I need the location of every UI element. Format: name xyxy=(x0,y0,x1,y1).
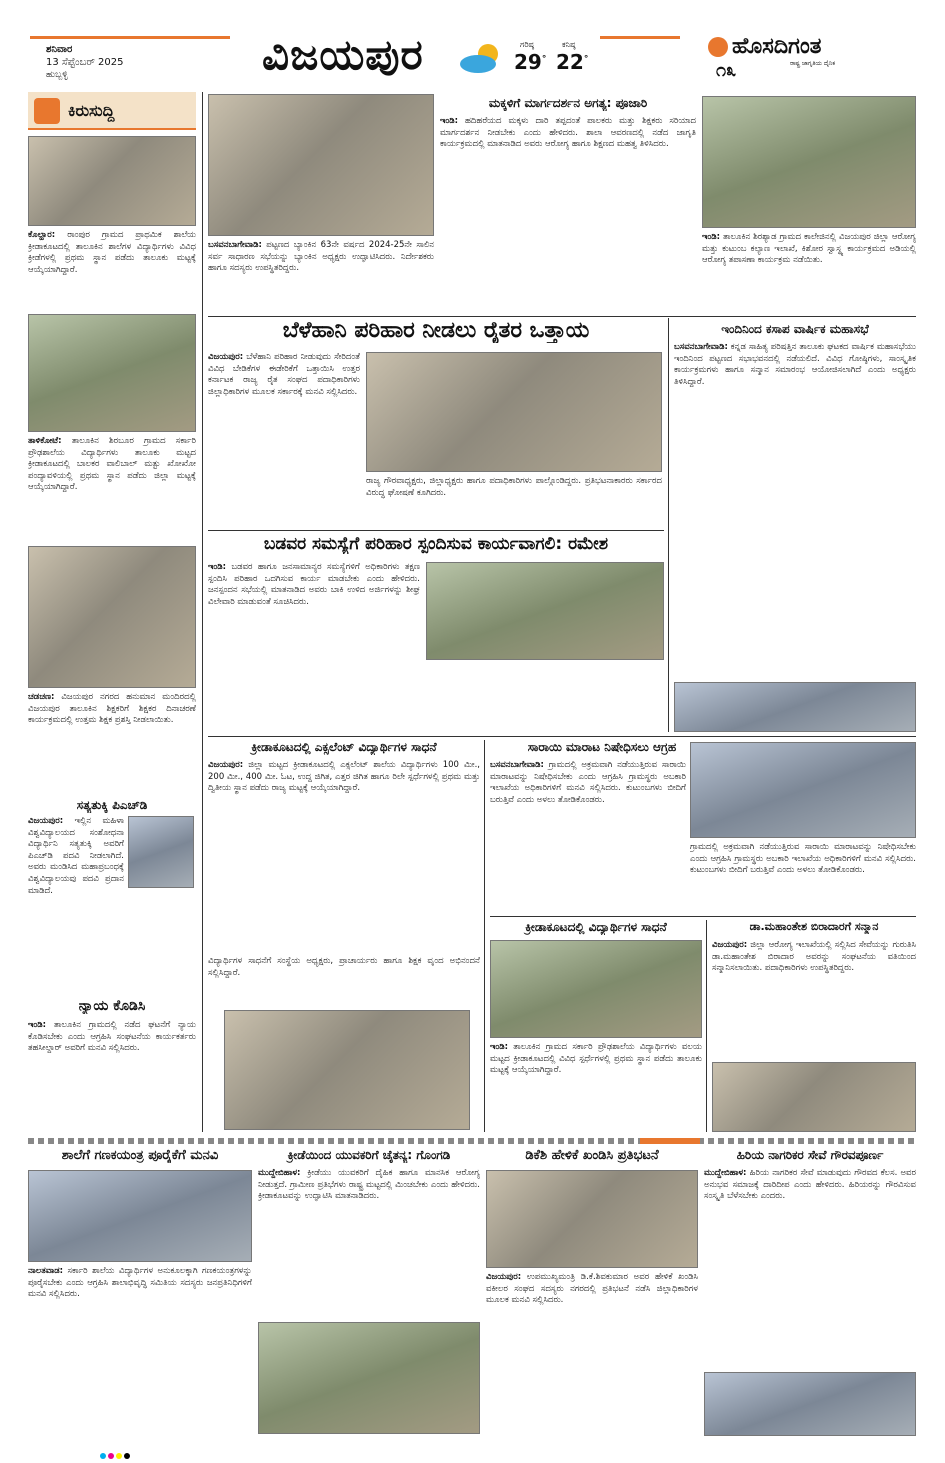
brand-name: ಹೊಸದಿಗಂತ xyxy=(732,34,822,59)
divider-liquor xyxy=(490,916,916,917)
issue-date: 13 ಸೆಪ್ಟೆಂಬರ್ 2025 xyxy=(46,57,124,68)
kasapa-headline: ಇಂದಿನಿಂದ ಕಸಾಪ ವಾರ್ಷಿಕ ಮಹಾಸಭೆ xyxy=(721,322,869,336)
honor-headline: ಡಾ.ಮಹಾಂತೇಶ ಬಿರಾದಾರಗೆ ಸನ್ಮಾನ xyxy=(749,920,879,933)
health-text: ಇಂಡಿ: ತಾಲೂಕಿನ ಶಿರಶ್ಯಾಡ ಗ್ರಾಮದ ಕಾಲೇಜಿನಲ್ಲಿ ವಿಜಯಪುರ ಜಿಲ್ಲಾ ಆರೋಗ್ಯ ಮತ್ತು ಕುಟುಂಬ ಕಲ್ಯಾಣ ಇಲಾಖೆ, ಕಿಶೋರ ಸ್ವಾಸ್ಥ್ಯ ಕಾರ್ಯಕ್ರಮದ ಅಡಿಯಲ್ಲಿ ಆರೋಗ್ಯ ತಪಾಸಣಾ ಕಾರ್ಯಕ್ರಮ ನಡೆಯಿತು. xyxy=(702,232,916,266)
kirusuddi-photo-3 xyxy=(28,546,196,688)
bank-text: ಬಸವನಬಾಗೇವಾಡಿ: ಪಟ್ಟಣದ ಬ್ಯಾಂಕಿನ 63ನೇ ವರ್ಷದ 2024-25ನೇ ಸಾಲಿನ ಸರ್ವ ಸಾಧಾರಣ ಸಭೆಯನ್ನು ಬ್ಯಾಂಕಿನ ಅಧ್ಯಕ್ಷರು ಉದ್ಘಾಟಿಸಿದರು. ನಿರ್ದೇಶಕರು ಹಾಗೂ ಸದಸ್ಯರು ಉಪಸ್ಥಿತರಿದ್ದರು. xyxy=(208,240,434,274)
farmers-photo xyxy=(366,352,662,472)
kasapa-text: ಬಸವನಬಾಗೇವಾಡಿ: ಕನ್ನಡ ಸಾಹಿತ್ಯ ಪರಿಷತ್ತಿನ ತಾಲೂಕು ಘಟಕದ ವಾರ್ಷಿಕ ಮಹಾಸಭೆಯು ಇಂದಿನಿಂದ ಪಟ್ಟಣದ ಸಭಾಭವನದಲ್ಲಿ ನಡೆಯಲಿದೆ. ವಿವಿಧ ಗೋಷ್ಠಿಗಳು, ಸಾಂಸ್ಕೃತಿಕ ಕಾರ್ಯಕ್ರಮಗಳು ಹಾಗೂ ಸನ್ಮಾನ ಸಮಾರಂಭ ಆಯೋಜಿಸಲಾಗಿದೆ ಎಂದು ಅಧ್ಯಕ್ಷರು ತಿಳಿಸಿದ್ದಾರೆ. xyxy=(674,342,916,387)
ramesh-headline: ಬಡವರ ಸಮಸ್ಯೆಗೆ ಪರಿಹಾರ ಸ್ಪಂದಿಸುವ ಕಾರ್ಯವಾಗಲಿ: ರಮೇಶ xyxy=(263,534,609,554)
kasapa-photo xyxy=(674,682,916,732)
sports-photo xyxy=(224,1010,470,1130)
page-title: ವಿಜಯಪುರ xyxy=(262,30,424,79)
computer-photo xyxy=(28,1170,252,1262)
divider-honor xyxy=(706,920,707,1132)
issue-day: ಶನಿವಾರ xyxy=(46,44,73,55)
kirusuddi-title: ಕಿರುಸುದ್ದಿ xyxy=(68,101,115,120)
divider-middle-row xyxy=(208,736,916,737)
farmers-text-2: ರಾಜ್ಯ ಗೌರವಾಧ್ಯಕ್ಷರು, ಜಿಲ್ಲಾಧ್ಯಕ್ಷರು ಹಾಗೂ ಪದಾಧಿಕಾರಿಗಳು ಪಾಲ್ಗೊಂಡಿದ್ದರು. ಪ್ರತಿಭಟನಾಕಾರರು ಸರ್ಕಾರದ ವಿರುದ್ಧ ಘೋಷಣೆ ಕೂಗಿದರು. xyxy=(366,476,662,498)
protest-headline: ಡಿಕೆಶಿ ಹೇಳಿಕೆ ಖಂಡಿಸಿ ಪ್ರತಿಭಟನೆ xyxy=(525,1148,659,1163)
youth-text: ಮುದ್ದೇಬಿಹಾಳ: ಕ್ರೀಡೆಯು ಯುವಕರಿಗೆ ದೈಹಿಕ ಹಾಗೂ ಮಾನಸಿಕ ಆರೋಗ್ಯ ನೀಡುತ್ತದೆ. ಗ್ರಾಮೀಣ ಪ್ರತಿಭೆಗಳು ರಾಷ್ಟ್ರ ಮಟ್ಟದಲ್ಲಿ ಮಿಂಚಬೇಕು ಎಂದು ಹೇಳಿದರು. ಕ್ರೀಡಾಕೂಟವನ್ನು ಉದ್ಘಾಟಿಸಿ ಮಾತನಾಡಿದರು. xyxy=(258,1168,480,1202)
kirusuddi-item-2: ತಾಳಿಕೋಟೆ: ತಾಲೂಕಿನ ಶಿರಬೂರ ಗ್ರಾಮದ ಸರ್ಕಾರಿ ಪ್ರೌಢಶಾಲೆಯ ವಿದ್ಯಾರ್ಥಿಗಳು ತಾಲೂಕು ಮಟ್ಟದ ಕ್ರೀಡಾಕೂಟದಲ್ಲಿ ಬಾಲಕರ ವಾಲಿಬಾಲ್ ಮತ್ಟು ಖೋಖೋ ಪಂದ್ಯಾವಳಿಯಲ್ಲಿ ಪ್ರಥಮ ಸ್ಥಾನ ಪಡೆದು ಜಿಲ್ಲಾ ಮಟ್ಟಕ್ಕೆ ಆಯ್ಕೆಯಾಗಿದ್ದಾರೆ. xyxy=(28,436,196,493)
sports2-text: ಇಂಡಿ: ತಾಲೂಕಿನ ಗ್ರಾಮದ ಸರ್ಕಾರಿ ಪ್ರೌಢಶಾಲೆಯ ವಿದ್ಯಾರ್ಥಿಗಳು ವಲಯ ಮಟ್ಟದ ಕ್ರೀಡಾಕೂಟದಲ್ಲಿ ವಿವಿಧ ಸ್ಪರ್ಧೆಗಳಲ್ಲಿ ಪ್ರಥಮ ಸ್ಥಾನ ಪಡೆದು ತಾಲೂಕು ಮಟ್ಟಕ್ಕೆ ಆಯ್ಕೆಯಾಗಿದ್ದಾರೆ. xyxy=(490,1042,702,1076)
liquor-photo xyxy=(690,742,916,838)
divider-farmers xyxy=(208,530,664,531)
sports-headline: ಕ್ರೀಡಾಕೂಟದಲ್ಲಿ ಎಕ್ಸಲೆಂಟ್ ವಿದ್ಯಾರ್ಥಿಗಳ ಸಾಧನೆ xyxy=(251,740,437,754)
brand-emblem-icon xyxy=(708,37,728,57)
farmers-text: ವಿಜಯಪುರ: ಬೆಳೆಹಾನಿ ಪರಿಹಾರ ನೀಡುವುದು ಸೇರಿದಂತೆ ವಿವಿಧ ಬೇಡಿಕೆಗಳ ಈಡೇರಿಕೆಗೆ ಒತ್ತಾಯಿಸಿ ಉತ್ತರ ಕರ್ನಾಟಕ ರಾಜ್ಯ ರೈತ ಸಂಘದ ಪದಾಧಿಕಾರಿಗಳು ಜಿಲ್ಲಾಧಿಕಾರಿಗಳ ಮೂಲಕ ಸರ್ಕಾರಕ್ಕೆ ಮನವಿ ಸಲ್ಲಿಸಿದರು. xyxy=(208,352,360,397)
min-temp: 22° xyxy=(556,50,589,74)
masthead xyxy=(0,0,945,86)
accent-bar-right xyxy=(600,36,680,39)
accent-bar-left xyxy=(30,36,230,39)
justice-text: ಇಂಡಿ: ತಾಲೂಕಿನ ಗ್ರಾಮದಲ್ಲಿ ನಡೆದ ಘಟನೆಗೆ ನ್ಯಾಯ ಕೊಡಿಸಬೇಕು ಎಂದು ಆಗ್ರಹಿಸಿ ಸಂಘಟನೆಯ ಕಾರ್ಯಕರ್ತರು ತಹಸೀಲ್ದಾರ್ ಅವರಿಗೆ ಮನವಿ ಸಲ್ಲಿಸಿದರು. xyxy=(28,1020,196,1054)
megaphone-icon xyxy=(34,98,60,124)
min-temp-label: ಕನಿಷ್ಠ xyxy=(562,40,576,49)
bank-photo xyxy=(208,94,434,236)
bottom-band-rule xyxy=(28,1138,916,1144)
ramesh-photo xyxy=(426,562,664,660)
page-number: ೧೩ xyxy=(716,60,737,81)
obit-portrait xyxy=(128,816,194,888)
justice-title: ನ್ಯಾಯ ಕೊಡಿಸಿ xyxy=(78,998,146,1014)
kirusuddi-item-1: ಕೊಲ್ಹಾರ: ರಾಂಪುರ ಗ್ರಾಮದ ಪ್ರಾಥಮಿಕ ಶಾಲೆಯ ಕ್ರೀಡಾಕೂಟದಲ್ಲಿ ತಾಲೂಕಿನ ಶಾಲೆಗಳ ವಿದ್ಯಾರ್ಥಿಗಳು ವಿವಿಧ ಕ್ರೀಡೆಗಳಲ್ಲಿ ಪ್ರಥಮ ಸ್ಥಾನ ಪಡೆದು ತಾಲೂಕು ಮಟ್ಟಕ್ಕೆ ಆಯ್ಕೆಯಾಗಿದ್ದಾರೆ. xyxy=(28,230,196,275)
kirusuddi-photo-2 xyxy=(28,314,196,432)
elders-text: ಮುದ್ದೇಬಿಹಾಳ: ಹಿರಿಯ ನಾಗರಿಕರ ಸೇವೆ ಮಾಡುವುದು ಗೌರವದ ಕೆಲಸ. ಅವರ ಅನುಭವ ಸಮಾಜಕ್ಕೆ ದಾರಿದೀಪ ಎಂದು ಹೇಳಿದರು. ಹಿರಿಯರನ್ನು ಗೌರವಿಸುವ ಸಂಸ್ಕೃತಿ ಬೆಳೆಸಬೇಕು ಎಂದರು. xyxy=(704,1168,916,1202)
liquor-headline: ಸಾರಾಯಿ ಮಾರಾಟ ನಿಷೇಧಿಸಲು ಆಗ್ರಹ xyxy=(527,740,677,754)
guidance-headline: ಮಕ್ಕಳಿಗೆ ಮಾರ್ಗದರ್ಶನ ಅಗತ್ಯ: ಪೂಜಾರಿ xyxy=(488,96,648,110)
divider-top-row xyxy=(208,316,916,317)
sports-text-2: ವಿದ್ಯಾರ್ಥಿಗಳ ಸಾಧನೆಗೆ ಸಂಸ್ಥೆಯ ಅಧ್ಯಕ್ಷರು, ಪ್ರಾಚಾರ್ಯರು ಹಾಗೂ ಶಿಕ್ಷಕ ವೃಂದ ಅಭಿನಂದನೆ ಸಲ್ಲಿಸಿದ್ದಾರೆ. xyxy=(208,956,480,978)
kirusuddi-header xyxy=(28,92,196,130)
sports2-headline: ಕ್ರೀಡಾಕೂಟದಲ್ಲಿ ವಿದ್ಯಾರ್ಥಿಗಳ ಸಾಧನೆ xyxy=(525,920,667,934)
sports-text: ವಿಜಯಪುರ: ಜಿಲ್ಲಾ ಮಟ್ಟದ ಕ್ರೀಡಾಕೂಟದಲ್ಲಿ ಎಕ್ಸಲೆಂಟ್ ಶಾಲೆಯ ವಿದ್ಯಾರ್ಥಿಗಳು 100 ಮೀ., 200 ಮೀ., 400 ಮೀ. ಓಟ, ಉದ್ದ ಜಿಗಿತ, ಎತ್ತರ ಜಿಗಿತ ಹಾಗೂ ರಿಲೇ ಸ್ಪರ್ಧೆಗಳಲ್ಲಿ ಪ್ರಥಮ ಮತ್ತು ದ್ವಿತೀಯ ಸ್ಥಾನ ಪಡೆದು ರಾಜ್ಯ ಮಟ್ಟಕ್ಕೆ ಆಯ್ಕೆಯಾಗಿದ್ದಾರೆ. xyxy=(208,760,480,794)
youth-photo xyxy=(258,1322,480,1434)
youth-headline: ಕ್ರೀಡೆಯಿಂದ ಯುವಕರಿಗೆ ಚೈತನ್ಯ: ಗೊಂಗಡಿ xyxy=(287,1148,451,1162)
liquor-caption: ಗ್ರಾಮದಲ್ಲಿ ಅಕ್ರಮವಾಗಿ ನಡೆಯುತ್ತಿರುವ ಸಾರಾಯಿ ಮಾರಾಟವನ್ನು ನಿಷೇಧಿಸಬೇಕು ಎಂದು ಆಗ್ರಹಿಸಿ ಗ್ರಾಮಸ್ಥರು ಅಬಕಾರಿ ಇಲಾಖೆಯ ಅಧಿಕಾರಿಗಳಿಗೆ ಮನವಿ ಸಲ್ಲಿಸಿದರು. ಕುಟುಂಬಗಳು ಬೀದಿಗೆ ಬರುತ್ತಿವೆ ಎಂದು ಅಳಲು ತೋಡಿಕೊಂಡರು. xyxy=(690,842,916,876)
bottom-band-accent xyxy=(640,1138,700,1144)
brand-tagline: ರಾಷ್ಟ್ರ ಜಾಗೃತಿಯ ದೈನಿಕ xyxy=(790,60,836,67)
kirusuddi-photo-1 xyxy=(28,136,196,226)
protest-text: ವಿಜಯಪುರ: ಉಪಮುಖ್ಯಮಂತ್ರಿ ಡಿ.ಕೆ.ಶಿವಕುಮಾರ ಅವರ ಹೇಳಿಕೆ ಖಂಡಿಸಿ ವಕೀಲರ ಸಂಘದ ಸದಸ್ಯರು ನಗರದಲ್ಲಿ ಪ್ರತಿಭಟನೆ ನಡೆಸಿ ಜಿಲ್ಲಾಧಿಕಾರಿಗಳ ಮೂಲಕ ಮನವಿ ಸಲ್ಲಿಸಿದರು. xyxy=(486,1272,698,1306)
weather-icon xyxy=(458,40,506,74)
registration-marks xyxy=(100,1444,140,1452)
issue-city: ಹುಬ್ಬಳ್ಳಿ xyxy=(46,70,68,80)
max-temp-label: ಗರಿಷ್ಠ xyxy=(520,40,534,49)
computer-headline: ಶಾಲೆಗೆ ಗಣಕಯಂತ್ರ ಪೂರೈಕೆಗೆ ಮನವಿ xyxy=(61,1148,219,1163)
farmers-headline: ಬೆಳೆಹಾನಿ ಪರಿಹಾರ ನೀಡಲು ರೈತರ ಒತ್ತಾಯ xyxy=(282,318,590,343)
computer-text: ನಾಲತವಾಡ: ಸರ್ಕಾರಿ ಶಾಲೆಯ ವಿದ್ಯಾರ್ಥಿಗಳ ಅನುಕೂಲಕ್ಕಾಗಿ ಗಣಕಯಂತ್ರಗಳನ್ನು ಪೂರೈಸಬೇಕು ಎಂದು ಆಗ್ರಹಿಸಿ ಶಾಲಾಭಿವೃದ್ಧಿ ಸಮಿತಿಯ ಸದಸ್ಯರು ಜನಪ್ರತಿನಿಧಿಗಳಿಗೆ ಮನವಿ ಸಲ್ಲಿಸಿದರು. xyxy=(28,1266,252,1300)
ramesh-text: ಇಂಡಿ: ಬಡವರ ಹಾಗೂ ಜನಸಾಮಾನ್ಯರ ಸಮಸ್ಯೆಗಳಿಗೆ ಅಧಿಕಾರಿಗಳು ತಕ್ಷಣ ಸ್ಪಂದಿಸಿ ಪರಿಹಾರ ಒದಗಿಸುವ ಕಾರ್ಯ ಮಾಡಬೇಕು ಎಂದು ಹೇಳಿದರು. ಜನಸ್ಪಂದನ ಸಭೆಯಲ್ಲಿ ಮಾತನಾಡಿದ ಅವರು ಬಾಕಿ ಉಳಿದ ಅರ್ಜಿಗಳನ್ನು ಶೀಘ್ರ ವಿಲೇವಾರಿ ಮಾಡುವಂತೆ ಸೂಚಿಸಿದರು. xyxy=(208,562,420,607)
liquor-text: ಬಸವನಬಾಗೇವಾಡಿ: ಗ್ರಾಮದಲ್ಲಿ ಅಕ್ರಮವಾಗಿ ನಡೆಯುತ್ತಿರುವ ಸಾರಾಯಿ ಮಾರಾಟವನ್ನು ನಿಷೇಧಿಸಬೇಕು ಎಂದು ಆಗ್ರಹಿಸಿ ಗ್ರಾಮಸ್ಥರು ಅಬಕಾರಿ ಇಲಾಖೆಯ ಅಧಿಕಾರಿಗಳಿಗೆ ಮನವಿ ಸಲ್ಲಿಸಿದರು. ಕುಟುಂಬಗಳು ಬೀದಿಗೆ ಬರುತ್ತಿವೆ ಎಂದು ಅಳಲು ತೋಡಿಕೊಂಡರು. xyxy=(490,760,686,805)
brand-logo xyxy=(708,34,908,60)
obit-title: ಸತ್ಯತುಕ್ಕಿ ಪಿಎಚ್‌ಡಿ xyxy=(76,798,148,812)
sports2-photo xyxy=(490,940,702,1038)
health-photo xyxy=(702,96,916,228)
elders-headline: ಹಿರಿಯ ನಾಗರಿಕರ ಸೇವೆ ಗೌರವಪೂರ್ಣ xyxy=(736,1148,884,1162)
honor-photo xyxy=(712,1062,916,1132)
honor-text: ವಿಜಯಪುರ: ಜಿಲ್ಲಾ ಆರೋಗ್ಯ ಇಲಾಖೆಯಲ್ಲಿ ಸಲ್ಲಿಸಿದ ಸೇವೆಯನ್ನು ಗುರುತಿಸಿ ಡಾ.ಮಹಾಂತೇಶ ಬಿರಾದಾರ ಅವರನ್ನು ಸಂಘಟನೆಯ ವತಿಯಿಂದ ಸನ್ಮಾನಿಸಲಾಯಿತು. ಪದಾಧಿಕಾರಿಗಳು ಉಪಸ್ಥಿತರಿದ್ದರು. xyxy=(712,940,916,974)
divider-sports xyxy=(484,740,485,1132)
max-temp: 29° xyxy=(514,50,547,74)
protest-photo xyxy=(486,1170,698,1268)
kirusuddi-column xyxy=(28,92,196,1132)
obit-text: ವಿಜಯಪುರ: ಇಲ್ಲಿನ ಮಹಿಳಾ ವಿಶ್ವವಿದ್ಯಾಲಯದ ಸಂಶೋಧನಾ ವಿದ್ಯಾರ್ಥಿನಿ ಸತ್ಯತುಕ್ಕಿ ಅವರಿಗೆ ಪಿಎಚ್‌ಡಿ ಪದವಿ ನೀಡಲಾಗಿದೆ. ಅವರು ಮಂಡಿಸಿದ ಮಹಾಪ್ರಬಂಧಕ್ಕೆ ವಿಶ್ವವಿದ್ಯಾಲಯವು ಪದವಿ ಪ್ರದಾನ ಮಾಡಿದೆ. xyxy=(28,816,124,896)
kirusuddi-item-3: ಚಡಚಣ: ವಿಜಯಪುರ ನಗರದ ಹನುಮಾನ ಮಂದಿರದಲ್ಲಿ ವಿಜಯಪುರ ತಾಲೂಕಿನ ಶಿಕ್ಷಕರಿಗೆ ಶಿಕ್ಷಕರ ದಿನಾಚರಣೆ ಕಾರ್ಯಕ್ರಮದಲ್ಲಿ ಉತ್ತಮ ಶಿಕ್ಷಕ ಪ್ರಶಸ್ತಿ ನೀಡಲಾಯಿತು. xyxy=(28,692,196,726)
elders-photo xyxy=(704,1372,916,1436)
guidance-text: ಇಂಡಿ: ಹದಿಹರೆಯದ ಮಕ್ಕಳು ದಾರಿ ತಪ್ಪದಂತೆ ಪಾಲಕರು ಮತ್ತು ಶಿಕ್ಷಕರು ಸರಿಯಾದ ಮಾರ್ಗದರ್ಶನ ನೀಡಬೇಕು ಎಂದು ಹೇಳಿದರು. ಶಾಲಾ ಆವರಣದಲ್ಲಿ ನಡೆದ ಜಾಗೃತಿ ಕಾರ್ಯಕ್ರಮದಲ್ಲಿ ಮಾತನಾಡಿದ ಅವರು ಆರೋಗ್ಯ ಹಾಗೂ ಶಿಕ್ಷಣದ ಮಹತ್ವ ತಿಳಿಸಿದರು. xyxy=(440,116,696,150)
divider-left xyxy=(202,92,203,1132)
divider-kasapa xyxy=(668,318,669,732)
